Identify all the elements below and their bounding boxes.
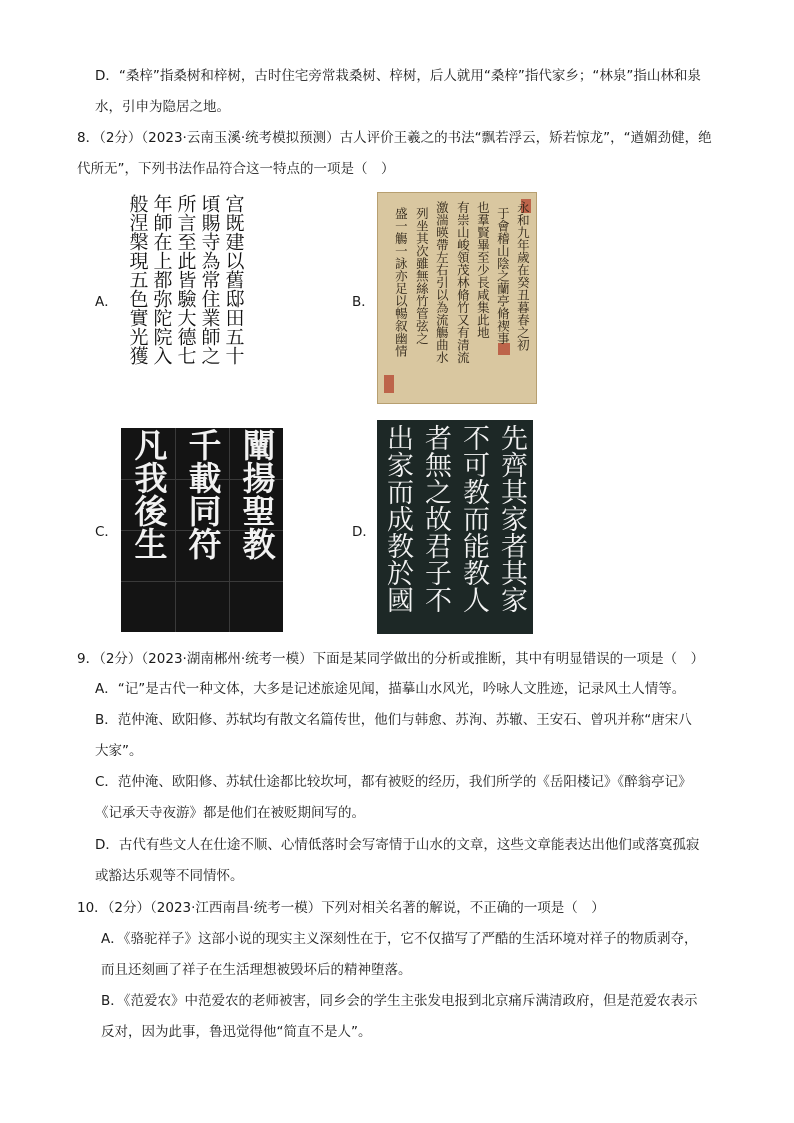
q8-option-d-label[interactable]: D． xyxy=(352,524,376,540)
image-a-column: 宫既建以舊邸田五十 xyxy=(222,194,245,365)
q9-option-b-line1[interactable]: B．范仲淹、欧阳修、苏轼均有散文名篇传世，他们与韩愈、苏洵、苏辙、王安石、曾巩并称“唐宋八 xyxy=(95,712,692,728)
q9-option-a[interactable]: A．“记”是古代一种文体，大多是记述旅途见闻，描摹山水风光，吟咏人文胜迹，记录风土人情等。 xyxy=(95,681,686,697)
image-c-column: 千載同符 xyxy=(183,428,223,560)
image-c-column: 闡揚聖教 xyxy=(237,428,277,560)
q9-option-d-line2[interactable]: 或豁达乐观等不同情怀。 xyxy=(95,868,244,884)
q7-option-d-line2: 水，引申为隐居之地。 xyxy=(95,99,230,115)
q10-option-b-line2[interactable]: 反对，因为此事，鲁迅觉得他“简直不是人”。 xyxy=(101,1024,372,1040)
image-c-column: 凡我後生 xyxy=(129,428,169,560)
image-b-column: 列坐其次雖無絲竹管弦之 xyxy=(414,207,430,345)
image-a-column: 般涅槃現五色實光獲 xyxy=(126,194,149,365)
image-a-column: 年師在上都弥陀院入 xyxy=(150,194,173,365)
image-b-column: 于會稽山陰之蘭亭脩禊事 xyxy=(495,207,511,345)
q9-option-c-line2[interactable]: 《记承天寺夜游》都是他们在被贬期间写的。 xyxy=(95,805,365,821)
image-d-column: 者無之故君子不 xyxy=(420,424,451,613)
q7-option-d-line1: D．“桑梓”指桑树和梓树，古时住宅旁常栽桑树、梓树，后人就用“桑梓”指代家乡；“林泉”指山林和泉 xyxy=(95,68,701,84)
q9-stem: 9．（2分）（2023·湖南郴州·统考一模）下面是某同学做出的分析或推断，其中有明显错误的一项是（ ） xyxy=(77,651,705,667)
image-b-column: 永和九年歲在癸丑暮春之初 xyxy=(515,201,531,351)
image-a-column: 頃賜寺為常住業師之 xyxy=(198,194,221,365)
image-a-column: 所言至此皆驗大德七 xyxy=(174,194,197,365)
grid-line xyxy=(121,581,283,582)
seal-stamp xyxy=(498,343,510,355)
q8-stem-line1: 8．（2分）（2023·云南玉溪·统考模拟预测）古人评价王羲之的书法“飘若浮云，矫若惊龙”，“遒媚劲健，绝 xyxy=(77,130,712,146)
image-d-column: 不可教而能教人 xyxy=(458,424,489,613)
image-b-column: 激湍暎帶左右引以為流觴曲水 xyxy=(434,201,450,364)
q8-option-a-label[interactable]: A． xyxy=(95,294,118,310)
seal-stamp xyxy=(384,375,394,393)
q9-option-d-line1[interactable]: D．古代有些文人在仕途不顺、心情低落时会写寄情于山水的文章，这些文章能表达出他们或落寞孤寂 xyxy=(95,837,700,853)
image-d-column: 先齊其家者其家 xyxy=(496,424,527,613)
q8-stem-line2: 代所无”，下列书法作品符合这一特点的一项是（ ） xyxy=(77,161,395,177)
q8-option-c-label[interactable]: C． xyxy=(95,524,118,540)
q10-option-a-line1[interactable]: A．《骆驼祥子》这部小说的现实主义深刻性在于，它不仅描写了严酷的生活环境对祥子的物质剥夺， xyxy=(101,931,698,947)
q9-option-b-line2[interactable]: 大家”。 xyxy=(95,743,143,759)
calligraphy-image-c[interactable] xyxy=(121,428,283,632)
image-b-column: 也羣賢畢至少長咸集此地 xyxy=(475,201,491,339)
calligraphy-image-d[interactable] xyxy=(377,420,533,634)
q10-option-a-line2[interactable]: 而且还刻画了祥子在生活理想被毁坏后的精神堕落。 xyxy=(101,962,412,978)
calligraphy-image-b[interactable] xyxy=(377,192,537,404)
q10-stem: 10．（2分）（2023·江西南昌·统考一模）下列对相关名著的解说，不正确的一项是（ ） xyxy=(77,900,605,916)
image-b-column: 盛一觴一詠亦足以暢叙幽情 xyxy=(393,207,409,357)
image-d-column: 出家而成教於國 xyxy=(382,424,413,613)
q8-option-b-label[interactable]: B． xyxy=(352,294,375,310)
calligraphy-image-a[interactable] xyxy=(121,190,245,404)
image-b-column: 有崇山峻領茂林脩竹又有清流 xyxy=(455,201,471,364)
q9-option-c-line1[interactable]: C．范仲淹、欧阳修、苏轼仕途都比较坎坷，都有被贬的经历，我们所学的《岳阳楼记》《醉翁亭记》 xyxy=(95,774,692,790)
q10-option-b-line1[interactable]: B．《范爱农》中范爱农的老师被害，同乡会的学生主张发电报到北京痛斥满清政府，但是范爱农表示 xyxy=(101,993,698,1009)
